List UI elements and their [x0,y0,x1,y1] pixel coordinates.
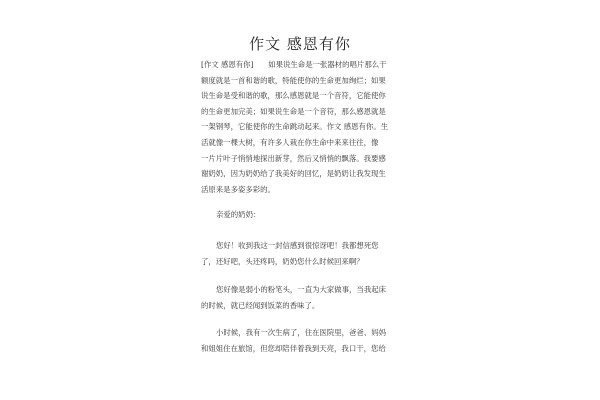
text-line: 您好！收到我这一封信感到很惊讶吧！我都想死您 [216,241,379,250]
letter-paragraph-1 [201,238,411,269]
letter-paragraph-2 [201,282,411,313]
text-line: 的生命更加完美；如果说生命是一个音符，那么感恩就是 [201,106,386,116]
intro-paragraph [201,57,411,197]
text-line: 小时候，我有一次生病了，住在医院里，爸爸、妈妈 [216,328,386,337]
document-title: 作文 感恩有你 [249,35,351,53]
text-line: 额度就是一首和谐的歌，特能使你的生命更加绚烂；如果 [201,75,386,85]
text-line: 说生命是受和谐的歌，那么感恩就是一个音符，它能使你 [201,91,386,101]
letter-greeting [201,207,411,223]
text-line: 和姐姐住在旅馆，但您却陪伴着我到天亮，我口干，您给 [201,343,386,353]
text-line: [作文 感恩有你] 如果说生命是一张器材的唱片那么干 [201,60,387,69]
text-line: 一片片叶子悄悄地探出新芽，然后又悄悄的飘落。我要感 [201,153,386,163]
text-line: 一架钢琴，它能使你的生命跳动起来。作文 感恩有你。生 [201,122,389,132]
letter-paragraph-3 [201,325,411,356]
greeting-line: 亲爱的奶奶： [216,210,261,219]
text-line: 的时候，就已经闻到饭菜的香味了。 [201,300,320,310]
text-line: 您好像是弱小的粉笔头，一直为大家做事，当我起床 [216,285,386,294]
text-line: 了，还好吧，头还疼吗，奶奶您什么时候回来啊？ [201,256,364,266]
text-line: 活原来是多姿多彩的。 [201,184,275,194]
text-line: 谢奶奶，因为奶奶给了我美好的回忆，是奶奶让我发现生 [201,169,386,179]
text-line: 活就像一棵大树，有许多人栽在你生命中来来往往，像 [201,137,379,147]
